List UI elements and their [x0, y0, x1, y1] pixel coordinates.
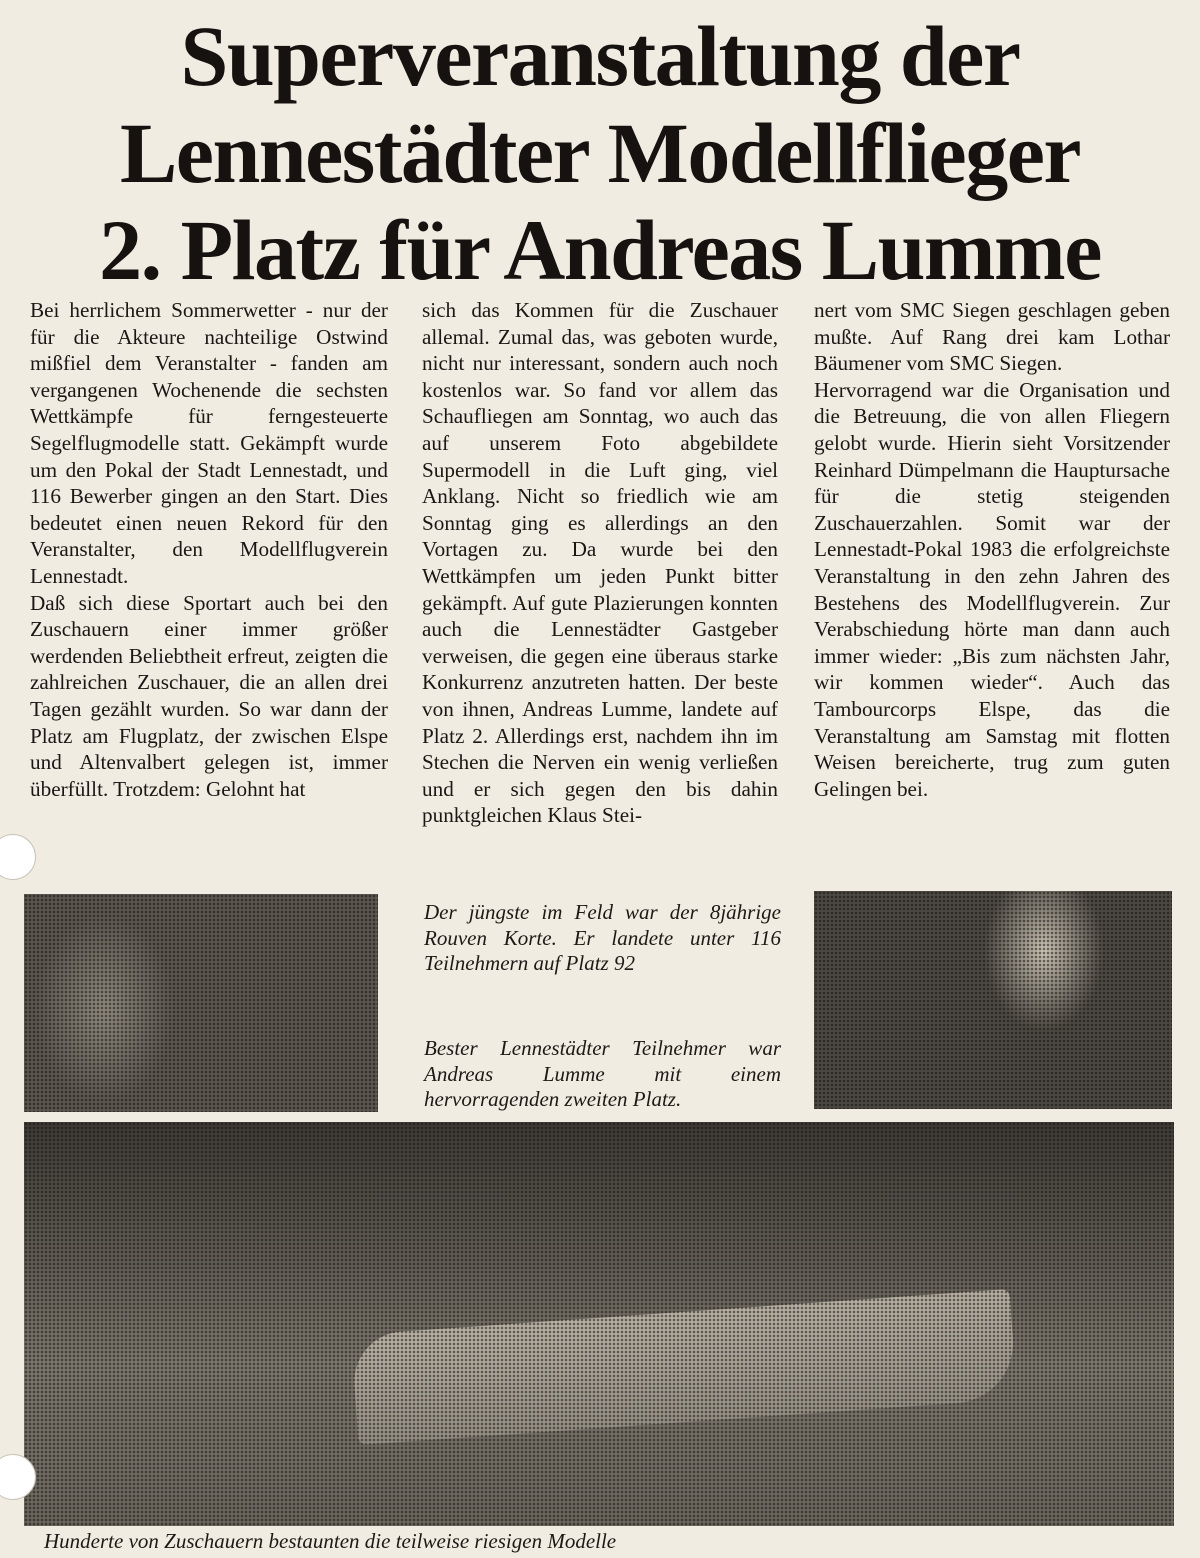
- paragraph: Hervorragend war die Organisation und die Betreuung, die von allen Fliegern gelobt wurde. Hierin sieht Vorsitzender Reinhard Dümpelmann die Hauptursache für die stetig steigenden Zuschauerzahlen. Somit war der Lennestadt-Pokal 1983 die erfolgreichste Veranstaltung in den zehn Jahren des Bestehens des Modellflugverein. Zur Verabschiedung hörte man dann auch immer wieder: „Bis zum nächsten Jahr, wir kommen wieder“. Auch das Tambourcorps Elspe, das die Veranstaltung am Samstag mit flotten Weisen bereicherte, trug zum guten Gelingen bei.: [814, 377, 1170, 801]
- paragraph: nert vom SMC Siegen geschlagen geben mußte. Auf Rang drei kam Lothar Bäumener vom SMC Siegen.: [814, 298, 1170, 376]
- photo-best-participant: [814, 891, 1172, 1109]
- caption-best-participant: Bester Lennestädter Teilnehmer war Andreas Lumme mit einem hervorragenden zweiten Platz.: [424, 1036, 781, 1111]
- article-column-1: [30, 297, 388, 802]
- punch-hole: [0, 834, 36, 880]
- halftone-overlay: [24, 894, 378, 1112]
- paragraph: sich das Kommen für die Zuschauer allemal. Zumal das, was geboten wurde, nicht nur interessant, sondern auch noch kostenlos war. So fand vor allem das Schaufliegen am Sonntag, wo auch das auf unserem Foto abgebildete Supermodell in die Luft ging, viel Anklang. Nicht so friedlich wie am Sonntag ging es allerdings an den Vortagen zu. Da wurde bei den Wettkämpfen um jeden Punkt bitter gekämpft. Auf gute Plazierungen konnten auch die Lennestädter Gastgeber verweisen, die gegen eine überaus starke Konkurrenz anzutreten hatten. Der beste von ihnen, Andreas Lumme, landete auf Platz 2. Allerdings erst, nachdem ihn im Stechen die Nerven ein wenig verließen und er sich gegen den bis dahin punktgleichen Klaus Stei-: [422, 298, 778, 828]
- paragraph: Bei herrlichem Sommerwetter - nur der für die Akteure nachteilige Ostwind mißfiel dem Veranstalter - fanden am vergangenen Wochenende die sechsten Wettkämpfe für ferngesteuerte Segelflugmodelle statt. Gekämpft wurde um den Pokal der Stadt Lennestadt, und 116 Bewerber gingen an den Start. Dies bedeutet einen neuen Rekord für den Veranstalter, den Modellflugverein Lennestadt.: [30, 298, 388, 588]
- photo-crowd-with-model-plane: [24, 1122, 1174, 1526]
- article-column-3: [814, 297, 1170, 802]
- halftone-overlay: [814, 891, 1172, 1109]
- headline-line-3: 2. Platz für Andreas Lumme: [99, 202, 1101, 298]
- paragraph: Daß sich diese Sportart auch bei den Zuschauern einer immer größer werdenden Beliebtheit erfreut, zeigten die zahlreichen Zuschauer, die an allen drei Tagen gezählt wurden. So war dann der Platz am Flugplatz, der zwischen Elspe und Altenvalbert gelegen ist, immer überfüllt. Trotzdem: Gelohnt hat: [30, 590, 388, 801]
- caption-crowd: Hunderte von Zuschauern bestaunten die teilweise riesigen Modelle: [44, 1529, 617, 1553]
- halftone-overlay: [24, 1122, 1174, 1526]
- article-column-2: [422, 297, 778, 829]
- headline-line-1: Superveranstaltung der: [180, 8, 1020, 104]
- headline: [14, 8, 1186, 299]
- caption-youngest-participant: Der jüngste im Feld war der 8jährige Rouven Korte. Er landete unter 116 Teilnehmern auf Platz 92: [424, 900, 781, 975]
- photo-youngest-participant: [24, 894, 378, 1112]
- headline-line-2: Lennestädter Modellflieger: [119, 105, 1081, 201]
